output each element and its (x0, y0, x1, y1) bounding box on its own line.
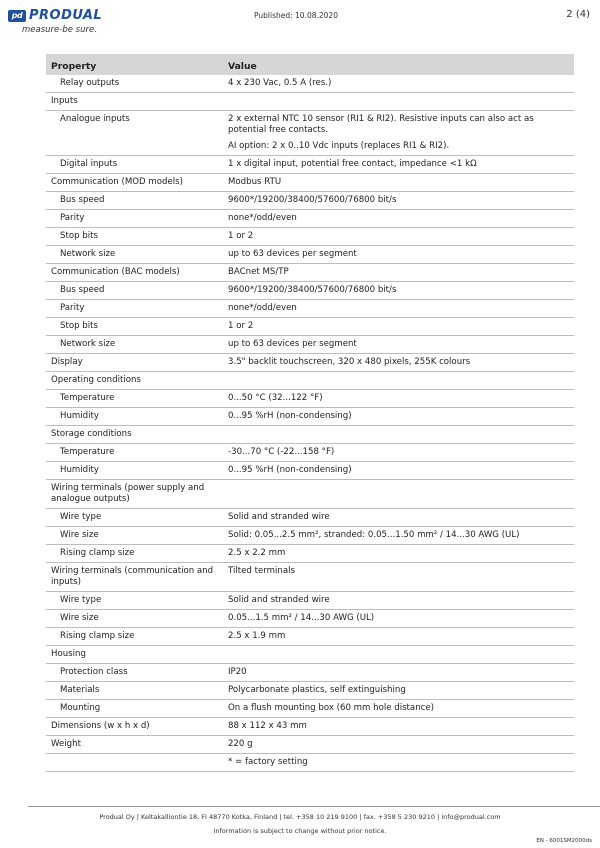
property-cell: Humidity (46, 462, 223, 480)
property-cell: Display (46, 354, 223, 372)
value-cell (223, 372, 574, 390)
value-cell (223, 754, 574, 772)
table-header-row (46, 54, 574, 75)
value-cell (223, 93, 574, 111)
table-row (46, 372, 574, 390)
table-row (46, 282, 574, 300)
value-text: up to 63 devices per segment (228, 249, 357, 259)
property-cell: Network size (46, 336, 223, 354)
value-cell (223, 228, 574, 246)
value-text: none*/odd/even (228, 303, 297, 313)
property-cell: Bus speed (46, 282, 223, 300)
property-cell: Dimensions (w x h x d) (46, 718, 223, 736)
table-row (46, 300, 574, 318)
property-cell: Wire type (46, 592, 223, 610)
value-cell (223, 444, 574, 462)
property-cell: Storage conditions (46, 426, 223, 444)
property-cell: Rising clamp size (46, 545, 223, 563)
property-cell: Operating conditions (46, 372, 223, 390)
property-cell: Wire type (46, 509, 223, 527)
table-row (46, 592, 574, 610)
logo-mark-icon: pd (8, 10, 26, 22)
footer-notice: Information is subject to change without prior notice. (213, 827, 387, 835)
value-cell (223, 75, 574, 93)
value-cell (223, 718, 574, 736)
property-cell: Relay outputs (46, 75, 223, 93)
value-text: none*/odd/even (228, 213, 297, 223)
property-cell: Parity (46, 210, 223, 228)
property-cell: Protection class (46, 664, 223, 682)
value-text: 0...50 °C (32...122 °F) (228, 393, 323, 403)
value-text: 9600*/19200/38400/57600/76800 bit/s (228, 195, 397, 205)
table-row (46, 408, 574, 426)
table-row (46, 210, 574, 228)
property-cell: Rising clamp size (46, 628, 223, 646)
value-cell (223, 509, 574, 527)
table-row (46, 509, 574, 527)
value-cell (223, 210, 574, 228)
property-cell: Parity (46, 300, 223, 318)
table-row (46, 718, 574, 736)
table-row (46, 156, 574, 174)
value-text: 9600*/19200/38400/57600/76800 bit/s (228, 285, 397, 295)
value-text: -30...70 °C (-22...158 °F) (228, 447, 335, 457)
property-cell: Wire size (46, 527, 223, 545)
value-text: 2 x external NTC 10 sensor (RI1 & RI2). Resistive inputs can also act as potential free contacts. (228, 114, 534, 135)
value-text: 220 g (228, 739, 253, 749)
property-cell: Wire size (46, 610, 223, 628)
property-cell: Network size (46, 246, 223, 264)
header-property: Property (46, 54, 223, 75)
value-cell (223, 545, 574, 563)
property-cell: Wiring terminals (power supply and analogue outputs) (46, 480, 223, 509)
value-cell (223, 480, 574, 509)
page-number: 2 (4) (566, 9, 590, 20)
value-text: Solid and stranded wire (228, 595, 330, 605)
table-row (46, 444, 574, 462)
value-cell (223, 682, 574, 700)
value-cell (223, 111, 574, 156)
value-text: up to 63 devices per segment (228, 339, 357, 349)
value-cell (223, 156, 574, 174)
table-row (46, 111, 574, 156)
table-row (46, 700, 574, 718)
value-text: 0...95 %rH (non-condensing) (228, 411, 352, 421)
table-row (46, 480, 574, 509)
value-text: * = factory setting (228, 757, 308, 767)
table-row (46, 664, 574, 682)
value-text: Solid and stranded wire (228, 512, 330, 522)
value-text: 3.5" backlit touchscreen, 320 x 480 pixels, 255K colours (228, 357, 471, 367)
property-cell: Stop bits (46, 318, 223, 336)
footer-divider (28, 806, 600, 807)
value-cell (223, 592, 574, 610)
property-cell: Housing (46, 646, 223, 664)
value-text: On a flush mounting box (60 mm hole distance) (228, 703, 435, 713)
value-text: 4 x 230 Vac, 0.5 A (res.) (228, 78, 332, 88)
value-cell (223, 264, 574, 282)
value-cell (223, 336, 574, 354)
value-cell (223, 282, 574, 300)
table-row (46, 228, 574, 246)
value-cell (223, 563, 574, 592)
value-cell (223, 628, 574, 646)
published-date: Published: 10.08.2020 (254, 11, 338, 20)
spec-table-body (46, 75, 574, 772)
value-cell (223, 610, 574, 628)
value-cell (223, 246, 574, 264)
value-text: 1 or 2 (228, 321, 254, 331)
table-row (46, 754, 574, 772)
value-cell (223, 354, 574, 372)
logo-text: PRODUAL (29, 8, 103, 23)
value-text: AI option: 2 x 0..10 Vdc inputs (replaces RI1 & RI2). (228, 141, 450, 151)
value-cell (223, 700, 574, 718)
table-row (46, 354, 574, 372)
table-row (46, 462, 574, 480)
property-cell: Weight (46, 736, 223, 754)
value-cell (223, 390, 574, 408)
table-row (46, 563, 574, 592)
table-row (46, 75, 574, 93)
table-row (46, 736, 574, 754)
property-cell: Analogue inputs (46, 111, 223, 156)
footer-contact: Produal Oy | Keltakalliontie 18, FI 48770 Kotka, Finland | tel. +358 10 219 9100 | fax. +358 5 230 9210 | info@produal.com (99, 813, 501, 821)
value-text: Modbus RTU (228, 177, 282, 187)
value-text: Polycarbonate plastics, self extinguishing (228, 685, 406, 695)
property-cell: Digital inputs (46, 156, 223, 174)
property-cell: Bus speed (46, 192, 223, 210)
table-row (46, 610, 574, 628)
value-cell (223, 174, 574, 192)
value-text: 0.05...1.5 mm² / 14...30 AWG (UL) (228, 613, 375, 623)
property-cell: Stop bits (46, 228, 223, 246)
value-text: 2.5 x 2.2 mm (228, 548, 286, 558)
property-cell: Humidity (46, 408, 223, 426)
value-cell (223, 736, 574, 754)
property-cell (46, 754, 223, 772)
value-text: 1 or 2 (228, 231, 254, 241)
value-cell (223, 646, 574, 664)
value-text: IP20 (228, 667, 247, 677)
table-row (46, 426, 574, 444)
table-row (46, 336, 574, 354)
property-cell: Communication (BAC models) (46, 264, 223, 282)
table-row (46, 246, 574, 264)
value-cell (223, 192, 574, 210)
value-cell (223, 300, 574, 318)
document-id: EN - 6001SM2000ds (536, 838, 592, 844)
value-text: Tilted terminals (228, 566, 295, 576)
value-cell (223, 664, 574, 682)
value-text: BACnet MS/TP (228, 267, 289, 277)
table-row (46, 682, 574, 700)
property-cell: Temperature (46, 444, 223, 462)
property-cell: Wiring terminals (communication and inputs) (46, 563, 223, 592)
table-row (46, 527, 574, 545)
property-cell: Communication (MOD models) (46, 174, 223, 192)
table-row (46, 264, 574, 282)
property-cell: Temperature (46, 390, 223, 408)
table-row (46, 545, 574, 563)
value-cell (223, 527, 574, 545)
table-row (46, 318, 574, 336)
value-cell (223, 408, 574, 426)
table-row (46, 646, 574, 664)
table-row (46, 628, 574, 646)
property-cell: Mounting (46, 700, 223, 718)
value-cell (223, 462, 574, 480)
table-row (46, 192, 574, 210)
value-text: 1 x digital input, potential free contact, impedance <1 kΩ (228, 159, 477, 169)
value-text: 88 x 112 x 43 mm (228, 721, 307, 731)
value-cell (223, 426, 574, 444)
table-row (46, 174, 574, 192)
header-value: Value (223, 54, 574, 75)
spec-table (46, 54, 574, 772)
value-text: 0...95 %rH (non-condensing) (228, 465, 352, 475)
property-cell: Inputs (46, 93, 223, 111)
table-row (46, 390, 574, 408)
value-text: 2.5 x 1.9 mm (228, 631, 286, 641)
value-cell (223, 318, 574, 336)
table-row (46, 93, 574, 111)
value-text: Solid: 0.05...2.5 mm², stranded: 0.05...1.50 mm² / 14...30 AWG (UL) (228, 530, 520, 540)
produal-logo (8, 8, 118, 35)
logo-tagline: measure-be sure. (22, 25, 97, 35)
property-cell: Materials (46, 682, 223, 700)
